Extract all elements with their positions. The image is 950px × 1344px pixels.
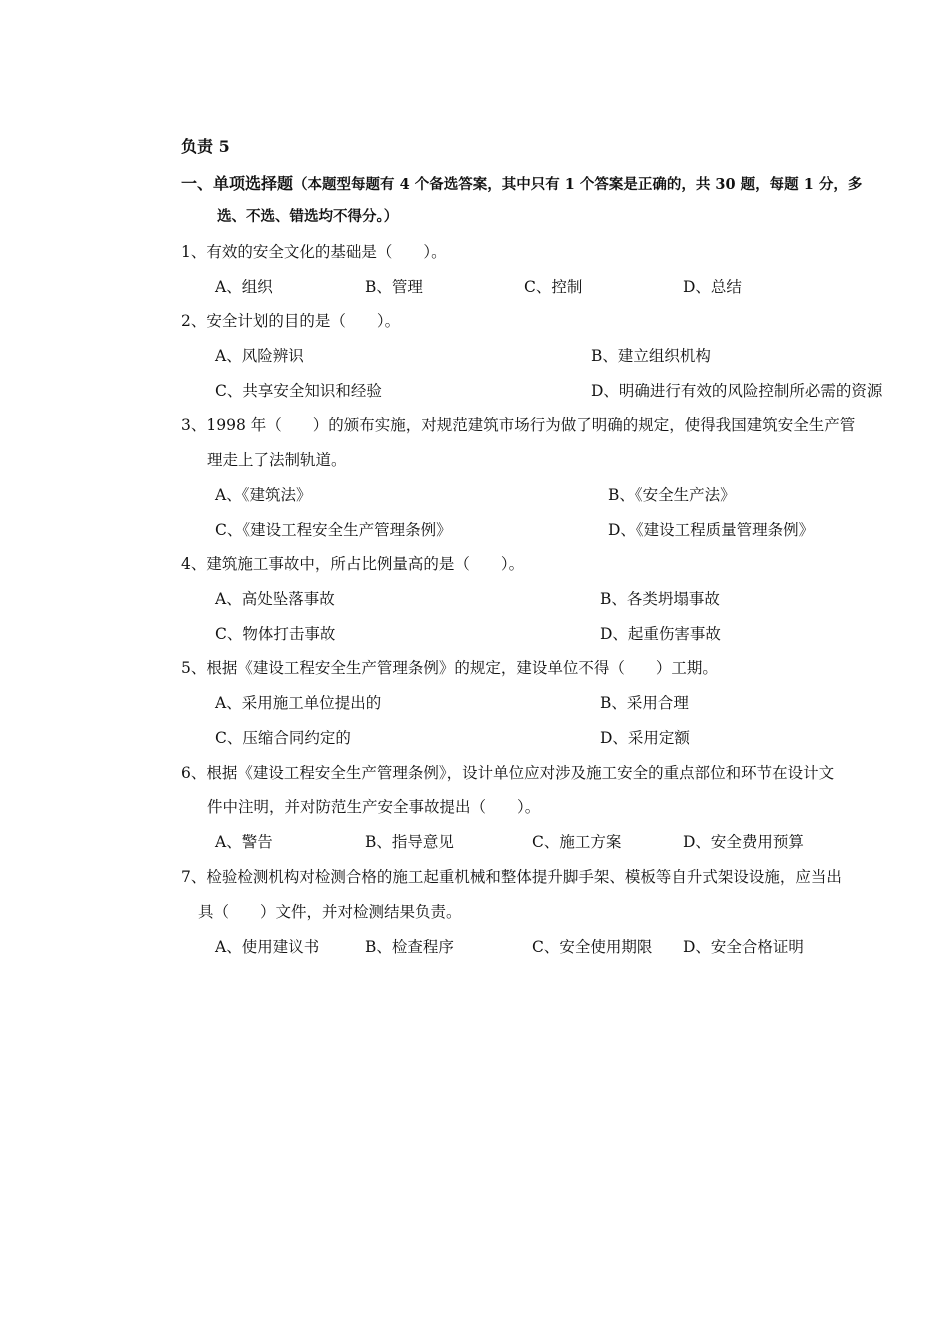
question-3-option-a: A、《建筑法》	[215, 486, 312, 504]
question-4-option-a: A、高处坠落事故	[215, 590, 335, 608]
section-note-continued: 选、不选、错选均不得分。）	[217, 208, 399, 225]
question-5-stem: 5、根据《建设工程安全生产管理条例》的规定，建设单位不得（ ）工期。	[181, 659, 718, 677]
question-3-stem-continued: 理走上了法制轨道。	[207, 451, 347, 469]
question-2-option-b: B、建立组织机构	[591, 347, 711, 365]
question-7-option-c: C、安全使用期限	[532, 938, 653, 956]
section-note: （本题型每题有 4 个备选答案，其中只有 1 个答案是正确的，共 30 题，每题 1 分，多	[293, 176, 863, 193]
question-5-option-b: B、采用合理	[600, 694, 689, 712]
question-6-stem: 6、根据《建设工程安全生产管理条例》，设计单位应对涉及施工安全的重点部位和环节在设计文	[181, 764, 835, 782]
question-1-option-b: B、管理	[365, 278, 423, 296]
question-5-option-a: A、采用施工单位提出的	[215, 694, 382, 712]
question-3-stem: 3、1998 年（ ）的颁布实施，对规范建筑市场行为做了明确的规定，使得我国建筑安全生产管	[181, 416, 856, 434]
doc-title: 负责 5	[181, 137, 230, 156]
section-heading-line	[181, 174, 862, 195]
question-6-option-b: B、指导意见	[365, 833, 454, 851]
question-7-option-b: B、检查程序	[365, 938, 454, 956]
question-4-option-c: C、物体打击事故	[215, 625, 336, 643]
question-1-option-d: D、总结	[683, 278, 742, 296]
question-5-option-d: D、采用定额	[600, 729, 690, 747]
question-4-stem: 4、建筑施工事故中，所占比例量高的是（ ）。	[181, 555, 525, 573]
question-2-option-c: C、共享安全知识和经验	[215, 382, 382, 400]
question-4-option-b: B、各类坍塌事故	[600, 590, 720, 608]
question-7-option-a: A、使用建议书	[215, 938, 320, 956]
question-3-option-b: B、《安全生产法》	[608, 486, 736, 504]
question-1-stem: 1、有效的安全文化的基础是（ ）。	[181, 243, 447, 261]
question-6-stem-continued: 件中注明，并对防范生产安全事故提出（ ）。	[207, 798, 541, 816]
question-4-option-d: D、起重伤害事故	[600, 625, 721, 643]
question-6-option-a: A、警告	[215, 833, 273, 851]
question-7-option-d: D、安全合格证明	[683, 938, 804, 956]
question-1-option-c: C、控制	[524, 278, 583, 296]
question-7-stem: 7、检验检测机构对检测合格的施工起重机械和整体提升脚手架、模板等自升式架设设施，应当出	[181, 868, 842, 886]
question-2-option-a: A、风险辨识	[215, 347, 304, 365]
question-7-stem-continued: 具（ ）文件，并对检测结果负责。	[198, 903, 462, 921]
question-5-option-c: C、压缩合同约定的	[215, 729, 351, 747]
question-6-option-c: C、施工方案	[532, 833, 622, 851]
question-2-stem: 2、安全计划的目的是（ ）。	[181, 312, 401, 330]
section-heading: 一、单项选择题	[181, 174, 294, 193]
question-1-option-a: A、组织	[215, 278, 273, 296]
question-6-option-d: D、安全费用预算	[683, 833, 804, 851]
question-2-option-d: D、明确进行有效的风险控制所必需的资源	[591, 382, 883, 400]
question-3-option-c: C、《建设工程安全生产管理条例》	[215, 521, 452, 539]
question-3-option-d: D、《建设工程质量管理条例》	[608, 521, 815, 539]
